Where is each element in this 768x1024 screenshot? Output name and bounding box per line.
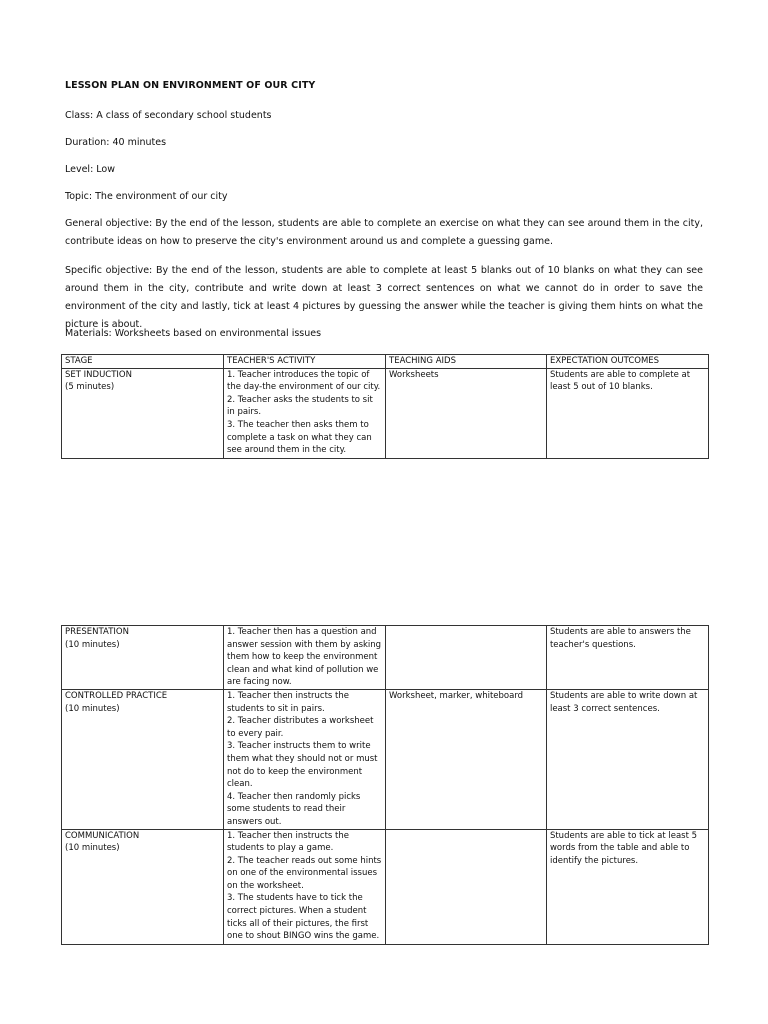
activity-step: 1. Teacher introduces the topic of the day-the environment of our city.	[227, 369, 381, 393]
duration-line: Duration: 40 minutes	[65, 137, 167, 148]
aids-cell	[386, 626, 547, 690]
class-line: Class: A class of secondary school students	[65, 110, 272, 121]
activity-step: 2. The teacher reads out some hints on one of the environmental issues on the worksheet.	[227, 855, 382, 891]
stage-name: CONTROLLED PRACTICE	[65, 690, 168, 701]
level-line: Level: Low	[65, 164, 116, 175]
stage-name: PRESENTATION	[65, 627, 129, 637]
topic-line: Topic: The environment of our city	[65, 191, 228, 202]
outcome-cell: Students are able to write down at least 3 correct sentences.	[546, 689, 708, 829]
materials-line: Materials: Worksheets based on environmental issues	[65, 328, 322, 339]
stage-duration: (10 minutes)	[65, 843, 120, 854]
aids-cell: Worksheet, marker, whiteboard	[386, 689, 547, 829]
document-title: LESSON PLAN ON ENVIRONMENT OF OUR CITY	[65, 80, 316, 91]
activity-step: 3. Teacher instructs them to write them what they should not or must not do to keep the environment clean.	[227, 741, 378, 790]
stage-cell	[62, 626, 224, 690]
activity-step: 2. Teacher distributes a worksheet to every pair.	[227, 716, 374, 739]
activity-step: 3. The students have to tick the correct pictures. When a student ticks all of their pictures, the first one to shout BINGO wins the game.	[227, 893, 380, 942]
stage-duration: (10 minutes)	[65, 703, 120, 714]
general-objective: General objective: By the end of the lesson, students are able to complete an exercise on what they can see around them in the city, contribute ideas on how to preserve the city's environment around us and complete a guessing game.	[65, 218, 703, 247]
table-row	[62, 626, 709, 690]
activity-step: 1. Teacher then instructs the students to play a game.	[227, 830, 350, 854]
table-row	[62, 689, 709, 829]
header-outcome: EXPECTATION OUTCOMES	[546, 355, 708, 369]
activity-cell	[224, 626, 386, 690]
specific-objective: Specific objective: By the end of the lesson, students are able to complete at least 5 blanks out of 10 blanks on what they can see around them in the city, contribute and write down at least 3 correct sentences on what we cannot do in order to save the environment of the city and lastly, tick at least 4 pictures by guessing the answer while the teacher is giving them hints on what the picture is about.	[65, 265, 703, 330]
table-header-row	[62, 355, 709, 369]
aids-cell: Worksheets	[386, 368, 547, 458]
stage-duration: (5 minutes)	[65, 382, 115, 393]
stage-name: COMMUNICATION	[65, 830, 140, 841]
outcome-cell: Students are able to answers the teacher's questions.	[546, 626, 708, 690]
activity-step: 1. Teacher then has a question and answer session with them by asking them how to keep the environment clean and what kind of pollution we are facing now.	[227, 627, 382, 688]
outcome-cell: Students are able to complete at least 5 out of 10 blanks.	[546, 368, 708, 458]
activity-step: 3. The teacher then asks them to complete a task on what they can see around them in the city.	[227, 419, 372, 456]
activity-cell	[224, 368, 386, 458]
lesson-table-2	[61, 625, 709, 945]
outcome-cell: Students are able to tick at least 5 words from the table and able to identify the pictures.	[546, 829, 708, 944]
activity-cell	[224, 689, 386, 829]
table-row	[62, 829, 709, 944]
stage-cell	[62, 829, 224, 944]
stage-duration: (10 minutes)	[65, 639, 120, 650]
header-aids: TEACHING AIDS	[386, 355, 547, 369]
header-stage: STAGE	[62, 355, 224, 369]
lesson-table-1	[61, 354, 709, 459]
stage-cell	[62, 368, 224, 458]
aids-cell	[386, 829, 547, 944]
activity-step: 1. Teacher then instructs the students to sit in pairs.	[227, 690, 350, 714]
activity-cell	[224, 829, 386, 944]
activity-step: 4. Teacher then randomly picks some students to read their answers out.	[227, 791, 361, 827]
header-activity: TEACHER'S ACTIVITY	[224, 355, 386, 369]
activity-step: 2. Teacher asks the students to sit in pairs.	[227, 394, 373, 418]
stage-name: SET INDUCTION	[65, 369, 132, 380]
stage-cell	[62, 689, 224, 829]
table-row	[62, 368, 709, 458]
